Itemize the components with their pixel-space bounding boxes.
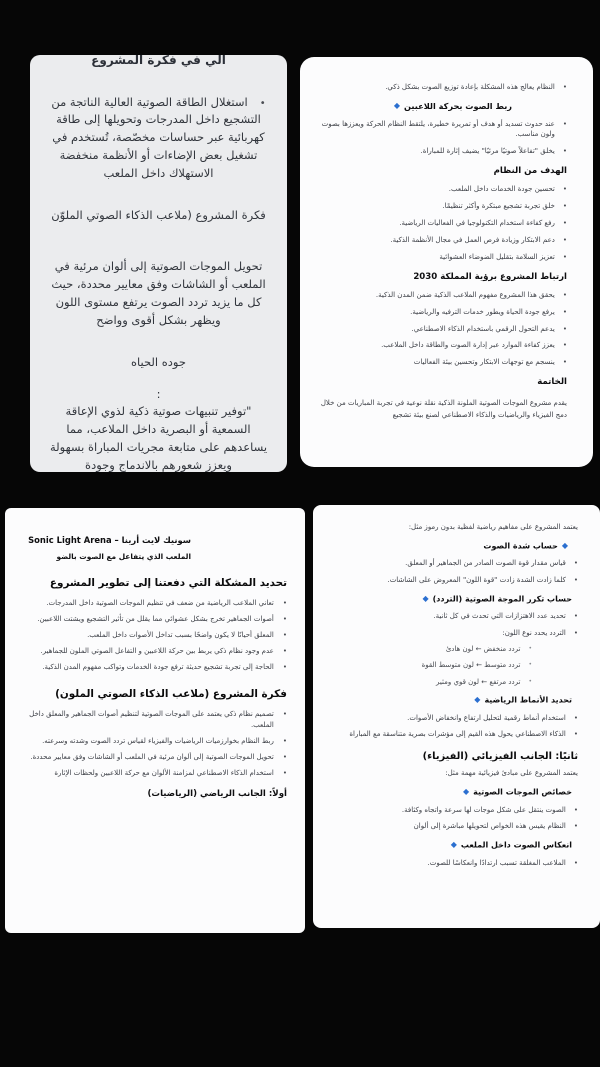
text: تردد متوسط ← لون متوسط القوة [421,661,521,670]
bullet-item [320,340,567,351]
text: التردد يحدد نوع اللون: [502,628,566,637]
page-top-left [30,55,287,472]
text: تحويل الموجات الصوتية إلى ألوان مرئية في الملعب أو الشاشات وفق معايير محددة. [30,752,274,761]
text: يعتمد المشروع على مبادئ فيزيائية مهمة مثل: [445,769,578,778]
bullet-item [320,119,567,141]
diamond-icon: ◆ [474,695,481,705]
spacer [45,224,272,258]
text: الذكاء الاصطناعي يحول هذه القيم إلى مؤشرات بصرية متناسقة مع المباراة [349,730,566,739]
paragraph [45,354,272,372]
bullet-dot-icon: • [562,307,567,316]
text: استخدام الذكاء الاصطناعي لمزامنة الألوان مع حركة اللاعبين ولحظات الإثارة [54,768,274,777]
diamond-icon: ◆ [463,787,470,797]
bullet-item [19,768,287,779]
bullet-dot-icon: • [282,631,287,640]
text: الملعب الذي يتفاعل مع الصوت بالضو [56,551,191,561]
text: تحديد المشكلة التي دفعتنا إلى تطوير المشروع [49,576,287,589]
text: الخاتمة [537,377,567,388]
bullet-dot-icon: • [562,341,567,350]
spacer [45,70,272,94]
bullet-dot-icon: • [282,710,287,719]
text: جوده الحياه [131,354,186,369]
text: الحاجة إلى تجربة تشجيع حديثة ترفع جودة الخدمات وتواكب مفهوم المدن الذكية. [42,663,274,672]
bullet-item [329,611,578,622]
bullet-item [320,218,567,229]
bullet-dot-icon: • [562,235,567,244]
section-title [19,687,287,703]
bullet-dot-icon: • [562,185,567,194]
bullet-dot-icon: • [282,736,287,745]
bullet-dot-icon: • [282,768,287,777]
text: حساب تكرر الموجة الصوتية (التردد) [432,594,572,604]
section-heading [320,165,567,178]
text: تحديد الأنماط الرياضية [484,696,572,706]
text: الهدف من النظام [493,166,567,177]
bullet-dot-icon: • [562,147,567,156]
text: قياس مقدار قوة الصوت الصادر من الجماهير أو المعلق. [405,559,566,568]
bullet-dot-icon: • [573,714,578,723]
sub-bullet [329,677,532,688]
text: دعم الابتكار وزيادة فرص العمل في مجال الأنظمة الذكية. [390,235,555,244]
text: ربط الصوت بحركة اللاعبين [404,100,512,111]
bullet-item [19,630,287,641]
diamond-icon: ◆ [450,840,457,850]
bullet-dot-icon: • [573,858,578,867]
text: كلما زادت الشدة زادت "قوة اللون" المعروض على الشاشات. [387,575,566,584]
text: "توفير تنبيهات صوتية ذكية لذوي الإعاقة السمعية أو البصرية داخل الملاعب، مما يساعدهم على متابعة مجريات المباراة بسهولة ويعزز شعورهم بالاندماج وجودة [46,404,268,472]
bullet-item [19,662,287,673]
text: الملاعب المغلقة تسبب ارتدادًا وانعكاسًا للصوت. [427,858,566,867]
spacer [45,330,272,354]
bullet-dot-icon: • [528,644,532,652]
text: عدم وجود نظام ذكي يربط بين حركة اللاعبين و التفاعل الصوتي الملون للجماهير. [40,647,274,656]
text: خلق تجربة تشجيع مبتكرة وأكثر تنظيمًا. [442,202,555,211]
bullet-dot-icon: • [528,661,532,669]
bullet-dot-icon: • [562,219,567,228]
section-heading [320,376,567,389]
paragraph [329,768,578,779]
page-bottom-left [5,508,305,933]
section-title [329,749,578,764]
section-heading [45,55,272,70]
text: استخدام أنماط رقمية لتحليل ارتفاع وانخفاض الأصوات. [407,714,566,723]
text: المعلق أحيانًا لا يكون واضحًا بسبب تداخل الأصوات داخل الملعب. [87,631,274,640]
text: ينسجم مع توجهات الابتكار وتحسين بيئة الفعاليات [413,358,555,367]
bullet-item [19,646,287,657]
text: تردد مرتفع ← لون قوي ومثير [436,677,521,686]
diamond-heading [329,593,572,606]
bullet-item [320,307,567,318]
paragraph [45,207,272,225]
text: تحديد عدد الاهتزازات التي تحدث في كل ثانية. [433,612,566,621]
doc-subtitle [19,551,191,562]
bullet-dot-icon: • [562,358,567,367]
bullet-dot-icon: • [562,290,567,299]
bullet-dot-icon: • [282,615,287,624]
diamond-heading [329,540,572,553]
bullet-item [19,614,287,625]
bullet-dot-icon: • [562,324,567,333]
bullet-paragraph [45,94,272,183]
bullet-item [19,736,287,747]
sub-bullet [329,660,532,671]
paragraph [45,258,272,329]
text: يقدم مشروع الموجات الصوتية الملونة الذكية نقلة نوعية في تجربة المباريات من خلال دمج الفيزياء والرياضيات والذكاء الاصطناعي لصنع بيئة تشجيع [318,399,567,420]
text: النظام يعالج هذه المشكلة بإعادة توزيع الصوت بشكل ذكي. [385,83,555,91]
text: تعزيز السلامة بتقليل الضوضاء العشوائية [439,252,555,261]
bullet-dot-icon: • [528,677,532,685]
bullet-item [320,290,567,301]
spacer [45,372,272,386]
text: استغلال الطاقة الصوتية العالية الناتجة من التشجيع داخل المدرجات وتحويلها إلى طاقة كهربائية عبر حساسات مخصّصة، تُستخدم في تشغيل بعض الإضاءات أو الأنظمة منخفضة الاستهلاك داخل الملعب [47,94,265,180]
diamond-icon: ◆ [393,101,401,111]
text: تحسين جودة الخدمات داخل الملعب. [448,185,555,194]
text: تحويل الموجات الصوتية إلى ألوان مرئية في الملعب أو الشاشات وفق معايير محددة، حيث كل ما يزيد تردد الصوت يرتفع مستوى اللون ويظهر بشكل أقوى وواضح [47,259,266,327]
text: يرفع جودة الحياة ويطور خدمات الترفيه والرياضية. [410,307,555,316]
bullet-dot-icon: • [573,575,578,584]
text: ربط النظام بخوارزميات الرياضيات والفيزياء لقياس تردد الصوت وشدته وسرعته. [42,736,274,745]
text: خصائص الموجات الصوتية [473,787,572,797]
bullet-item [329,821,578,832]
paragraph [45,403,272,472]
text: رفع كفاءة استخدام التكنولوجيا في الفعاليات الرياضية. [399,219,555,228]
bullet-item [329,805,578,816]
bullet-item [320,324,567,335]
bullet-item [320,82,567,93]
paragraph [45,386,272,404]
bullet-dot-icon: • [562,119,567,128]
text: الصوت ينتقل على شكل موجات لها سرعة واتجاه وكثافة. [401,805,566,814]
bullet-item [320,235,567,246]
text: ارتباط المشروع برؤية المملكة 2030 [413,271,567,282]
text: : [156,386,161,401]
bullet-dot-icon: • [282,599,287,608]
diamond-heading [329,694,572,707]
bullet-dot-icon: • [562,83,567,91]
diamond-heading [329,786,572,799]
text: تصميم نظام ذكي يعتمد على الموجات الصوتية لتنظيم أصوات الجماهير والمعلق داخل الملعب. [26,710,274,729]
text: يعزز كفاءة الموارد عبر إدارة الصوت والطاقة داخل الملاعب. [381,341,555,350]
paragraph [320,398,567,422]
bullet-dot-icon: • [573,559,578,568]
text: يخلق "تفاعلاً صوتيًا مرئيًا" يضيف إثارة للمباراة. [420,147,555,156]
diamond-icon: ◆ [561,540,568,550]
bullet-item [320,184,567,195]
text: فكرة المشروع (ملاعب الذكاء الصوتي الملون) [55,687,287,700]
bullet-dot-icon: • [562,252,567,261]
doc-title [19,534,191,547]
bullet-item [329,858,578,869]
diamond-heading [320,100,512,113]
bullet-dot-icon: • [573,612,578,621]
bullet-dot-icon: • [573,805,578,814]
bullet-item [19,709,287,730]
text: يعتمد المشروع على مفاهيم رياضية لفظية بدون رموز مثل: [408,523,578,531]
text: ثانيًا: الجانب الفيزيائي (الفيزياء) [422,751,578,763]
section-heading [19,788,287,801]
bullet-dot-icon: • [573,628,578,637]
page-bottom-right [313,505,600,928]
bullet-item [320,357,567,368]
bullet-item [329,628,578,639]
text: يدعم التحول الرقمي باستخدام الذكاء الاصطناعي. [411,324,555,333]
bullet-dot-icon: • [282,752,287,761]
text: انعكاس الصوت داخل الملعب [460,840,572,850]
spacer [45,183,272,207]
bullet-item [320,201,567,212]
bullet-dot-icon: • [282,647,287,656]
text: أصوات الجماهير تخرج بشكل عشوائي مما يقلل من تأثير التشجيع ويشتت اللاعبين. [37,615,274,624]
text: تعاني الملاعب الرياضية من ضعف في تنظيم الموجات الصوتية داخل المدرجات. [46,599,274,608]
bullet-item [320,146,567,157]
diamond-icon: ◆ [422,593,429,603]
section-heading [320,271,567,284]
text: أولاً: الجانب الرياضي (الرياضيات) [147,789,287,800]
text: حساب شدة الصوت [483,541,558,551]
bullet-dot-icon: • [573,730,578,739]
text: النظام يقيس هذه الخواص لتحويلها مباشرة إلى ألوان [413,822,566,831]
bullet-dot-icon: • [259,97,266,109]
bullet-item [329,575,578,586]
paragraph [329,522,578,533]
diamond-heading [329,839,572,852]
text: عند حدوث تسديد أو هدف أو تمريرة خطيرة، يلتقط النظام الحركة ويعززها بصوت ولون مناسب. [319,119,555,139]
bullet-item [329,729,578,740]
bullet-item [19,598,287,609]
bullet-dot-icon: • [562,202,567,211]
page-top-right [300,57,593,467]
bullet-item [19,752,287,763]
bullet-item [320,252,567,263]
bullet-item [329,713,578,724]
bullet-dot-icon: • [573,822,578,831]
text: تردد منخفض ← لون هادئ [445,644,521,653]
bullet-item [329,558,578,569]
text: فكرة المشروع (ملاعب الذكاء الصوتي الملوّن [51,207,266,222]
text: سونيك لايت أرينا – Sonic Light Arena [28,535,191,545]
section-title [19,576,287,592]
text: يحقق هذا المشروع مفهوم الملاعب الذكية ضمن المدن الذكية. [375,290,555,299]
text: الي في فكرة المشروع [91,55,226,67]
sub-bullet [329,644,532,655]
bullet-dot-icon: • [282,663,287,672]
